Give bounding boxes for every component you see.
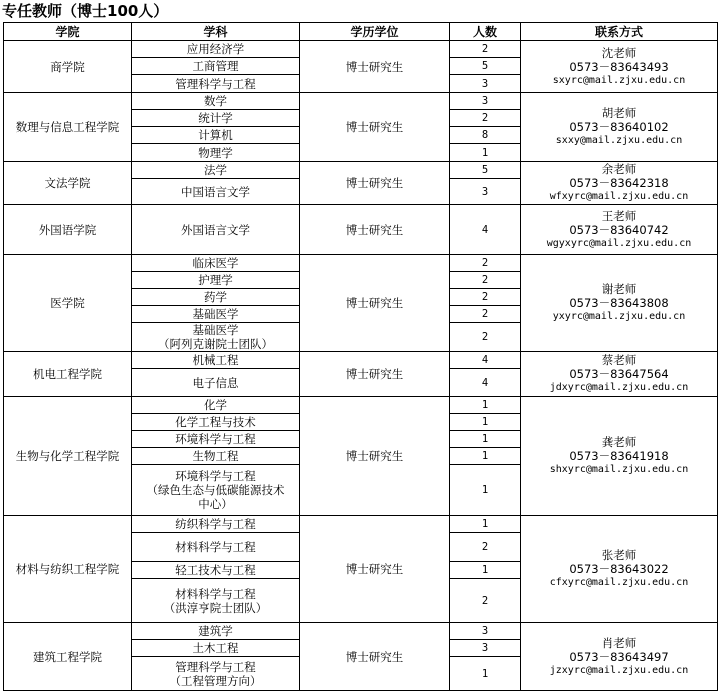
subject-line: （工程管理方向）	[169, 673, 262, 688]
subject-cell	[132, 323, 300, 352]
subject-line: 中国语言文学	[181, 184, 250, 199]
table-row	[4, 516, 718, 533]
subject-cell	[132, 272, 300, 289]
subject-line: 土木工程	[192, 641, 239, 655]
count-cell: 1	[450, 657, 521, 691]
count-cell: 3	[450, 179, 521, 205]
faculty-recruitment-table	[3, 22, 718, 691]
contact-cell	[521, 516, 718, 623]
degree-cell: 博士研究生	[300, 352, 450, 397]
subject-cell	[132, 579, 300, 623]
header-contact: 联系方式	[521, 23, 718, 41]
subject-line: （洪淳亨院士团队）	[163, 600, 268, 615]
count-cell: 2	[450, 306, 521, 323]
subject-cell	[132, 255, 300, 272]
contact-name: 王老师	[601, 208, 637, 223]
subject-line: 物理学	[198, 145, 233, 160]
subject-line: 材料科学与工程	[175, 586, 256, 601]
count-cell: 2	[450, 579, 521, 623]
subject-cell	[132, 352, 300, 369]
subject-cell	[132, 397, 300, 414]
contact-name: 张老师	[601, 548, 637, 562]
count-cell: 5	[450, 58, 521, 75]
contact-phone: 0573－83640742	[569, 222, 669, 237]
subject-line: 外国语言文学	[181, 222, 250, 237]
subject-cell	[132, 369, 300, 397]
subject-cell	[132, 289, 300, 306]
count-cell: 3	[450, 93, 521, 110]
subject-cell	[132, 75, 300, 93]
count-cell: 2	[450, 255, 521, 272]
subject-cell	[132, 127, 300, 144]
contact-email: jdxyrc@mail.zjxu.edu.cn	[549, 382, 689, 393]
contact-name: 余老师	[601, 162, 637, 176]
count-cell: 1	[450, 465, 521, 516]
count-cell: 1	[450, 562, 521, 579]
contact-email: wfxyrc@mail.zjxu.edu.cn	[549, 191, 689, 202]
count-cell: 3	[450, 75, 521, 93]
subject-line: 基础医学	[192, 323, 239, 337]
subject-line: 中心）	[198, 497, 233, 511]
subject-cell	[132, 516, 300, 533]
table-row	[4, 397, 718, 414]
subject-line: （阿列克谢院士团队）	[158, 337, 273, 351]
count-cell: 4	[450, 352, 521, 369]
contact-phone: 0573－83642318	[569, 176, 669, 190]
page-title: 专任教师（博士100人）	[2, 2, 169, 20]
subject-line: 化学	[204, 398, 227, 412]
college-cell: 文法学院	[4, 162, 132, 205]
subject-line: 应用经济学	[186, 42, 245, 56]
college-cell: 医学院	[4, 255, 132, 352]
subject-line: 纺织科学与工程	[175, 517, 256, 531]
contact-email: sxxy@mail.zjxu.edu.cn	[555, 135, 683, 146]
subject-cell	[132, 465, 300, 516]
contact-phone: 0573－83643497	[569, 649, 669, 664]
college-cell: 外国语学院	[4, 205, 132, 255]
contact-cell	[521, 397, 718, 516]
subject-cell	[132, 657, 300, 691]
count-cell: 1	[450, 431, 521, 448]
contact-email: cfxyrc@mail.zjxu.edu.cn	[549, 577, 689, 588]
subject-cell	[132, 110, 300, 127]
degree-cell: 博士研究生	[300, 41, 450, 93]
subject-cell	[132, 414, 300, 431]
contact-cell	[521, 205, 718, 255]
subject-cell	[132, 562, 300, 579]
degree-cell: 博士研究生	[300, 162, 450, 205]
subject-line: 电子信息	[192, 375, 239, 390]
contact-cell	[521, 623, 718, 691]
subject-line: 轻工技术与工程	[175, 563, 256, 577]
subject-cell	[132, 533, 300, 562]
subject-line: 护理学	[198, 273, 233, 287]
contact-name: 谢老师	[601, 282, 637, 296]
contact-phone: 0573－83640102	[569, 120, 669, 134]
degree-cell: 博士研究生	[300, 516, 450, 623]
contact-email: sxyrc@mail.zjxu.edu.cn	[552, 74, 686, 86]
subject-line: 建筑学	[198, 624, 233, 638]
contact-name: 沈老师	[601, 45, 637, 60]
subject-cell	[132, 640, 300, 657]
contact-cell	[521, 162, 718, 205]
college-cell: 机电工程学院	[4, 352, 132, 397]
degree-cell: 博士研究生	[300, 255, 450, 352]
count-cell: 4	[450, 369, 521, 397]
subject-line: 化学工程与技术	[175, 415, 256, 429]
table-row	[4, 93, 718, 110]
contact-email: yxyrc@mail.zjxu.edu.cn	[552, 311, 686, 322]
count-cell: 5	[450, 162, 521, 179]
count-cell: 2	[450, 110, 521, 127]
count-cell: 2	[450, 323, 521, 352]
count-cell: 1	[450, 397, 521, 414]
subject-cell	[132, 179, 300, 205]
subject-line: 计算机	[198, 128, 233, 142]
subject-cell	[132, 58, 300, 75]
contact-email: wgyxyrc@mail.zjxu.edu.cn	[546, 237, 692, 249]
table-row	[4, 162, 718, 179]
subject-cell	[132, 205, 300, 255]
subject-line: 统计学	[198, 111, 233, 125]
college-cell: 生物与化学工程学院	[4, 397, 132, 516]
subject-cell	[132, 431, 300, 448]
subject-line: 法学	[204, 163, 227, 177]
contact-phone: 0573－83643493	[569, 59, 669, 74]
college-cell: 材料与纺织工程学院	[4, 516, 132, 623]
subject-line: 工商管理	[192, 59, 239, 73]
contact-name: 胡老师	[601, 106, 637, 120]
contact-cell	[521, 41, 718, 93]
subject-cell	[132, 623, 300, 640]
contact-name: 蔡老师	[601, 353, 637, 367]
count-cell: 2	[450, 533, 521, 562]
subject-cell	[132, 162, 300, 179]
degree-cell: 博士研究生	[300, 93, 450, 162]
table-row	[4, 623, 718, 640]
contact-phone: 0573－83643808	[569, 296, 669, 310]
subject-cell	[132, 448, 300, 465]
degree-cell: 博士研究生	[300, 205, 450, 255]
table-body	[4, 41, 718, 691]
subject-line: 生物工程	[192, 449, 239, 463]
count-cell: 1	[450, 516, 521, 533]
degree-cell: 博士研究生	[300, 397, 450, 516]
header-college: 学院	[4, 23, 132, 41]
contact-name: 肖老师	[601, 635, 637, 650]
subject-cell	[132, 93, 300, 110]
subject-line: 材料科学与工程	[175, 540, 256, 554]
subject-line: 环境科学与工程	[175, 469, 256, 483]
subject-line: （绿色生态与低碳能源技术	[146, 483, 285, 497]
count-cell: 2	[450, 41, 521, 58]
header-count: 人数	[450, 23, 521, 41]
subject-line: 数学	[204, 94, 227, 108]
table-row	[4, 255, 718, 272]
header-subject: 学科	[132, 23, 300, 41]
subject-line: 药学	[204, 290, 227, 304]
contact-cell	[521, 93, 718, 162]
contact-cell	[521, 352, 718, 397]
count-cell: 2	[450, 272, 521, 289]
table-row	[4, 205, 718, 255]
count-cell: 3	[450, 640, 521, 657]
count-cell: 2	[450, 289, 521, 306]
count-cell: 3	[450, 623, 521, 640]
contact-cell	[521, 255, 718, 352]
subject-line: 基础医学	[192, 307, 239, 321]
subject-cell	[132, 41, 300, 58]
subject-line: 机械工程	[192, 353, 239, 367]
college-cell: 商学院	[4, 41, 132, 93]
count-cell: 1	[450, 448, 521, 465]
degree-cell: 博士研究生	[300, 623, 450, 691]
college-cell: 数理与信息工程学院	[4, 93, 132, 162]
count-cell: 1	[450, 144, 521, 162]
contact-email: jzxyrc@mail.zjxu.edu.cn	[549, 664, 689, 676]
count-cell: 8	[450, 127, 521, 144]
header-degree: 学历学位	[300, 23, 450, 41]
subject-line: 环境科学与工程	[175, 432, 256, 446]
table-header-row	[4, 23, 718, 41]
contact-name: 龚老师	[601, 435, 637, 449]
count-cell: 1	[450, 414, 521, 431]
college-cell: 建筑工程学院	[4, 623, 132, 691]
subject-line: 管理科学与工程	[175, 76, 256, 91]
subject-line: 临床医学	[192, 256, 239, 270]
subject-line: 管理科学与工程	[175, 659, 256, 674]
subject-cell	[132, 306, 300, 323]
table-row	[4, 41, 718, 58]
contact-phone: 0573－83641918	[569, 449, 669, 463]
subject-cell	[132, 144, 300, 162]
count-cell: 4	[450, 205, 521, 255]
table-row	[4, 352, 718, 369]
contact-phone: 0573－83643022	[569, 562, 669, 576]
contact-email: shxyrc@mail.zjxu.edu.cn	[549, 464, 689, 475]
contact-phone: 0573－83647564	[569, 367, 669, 381]
